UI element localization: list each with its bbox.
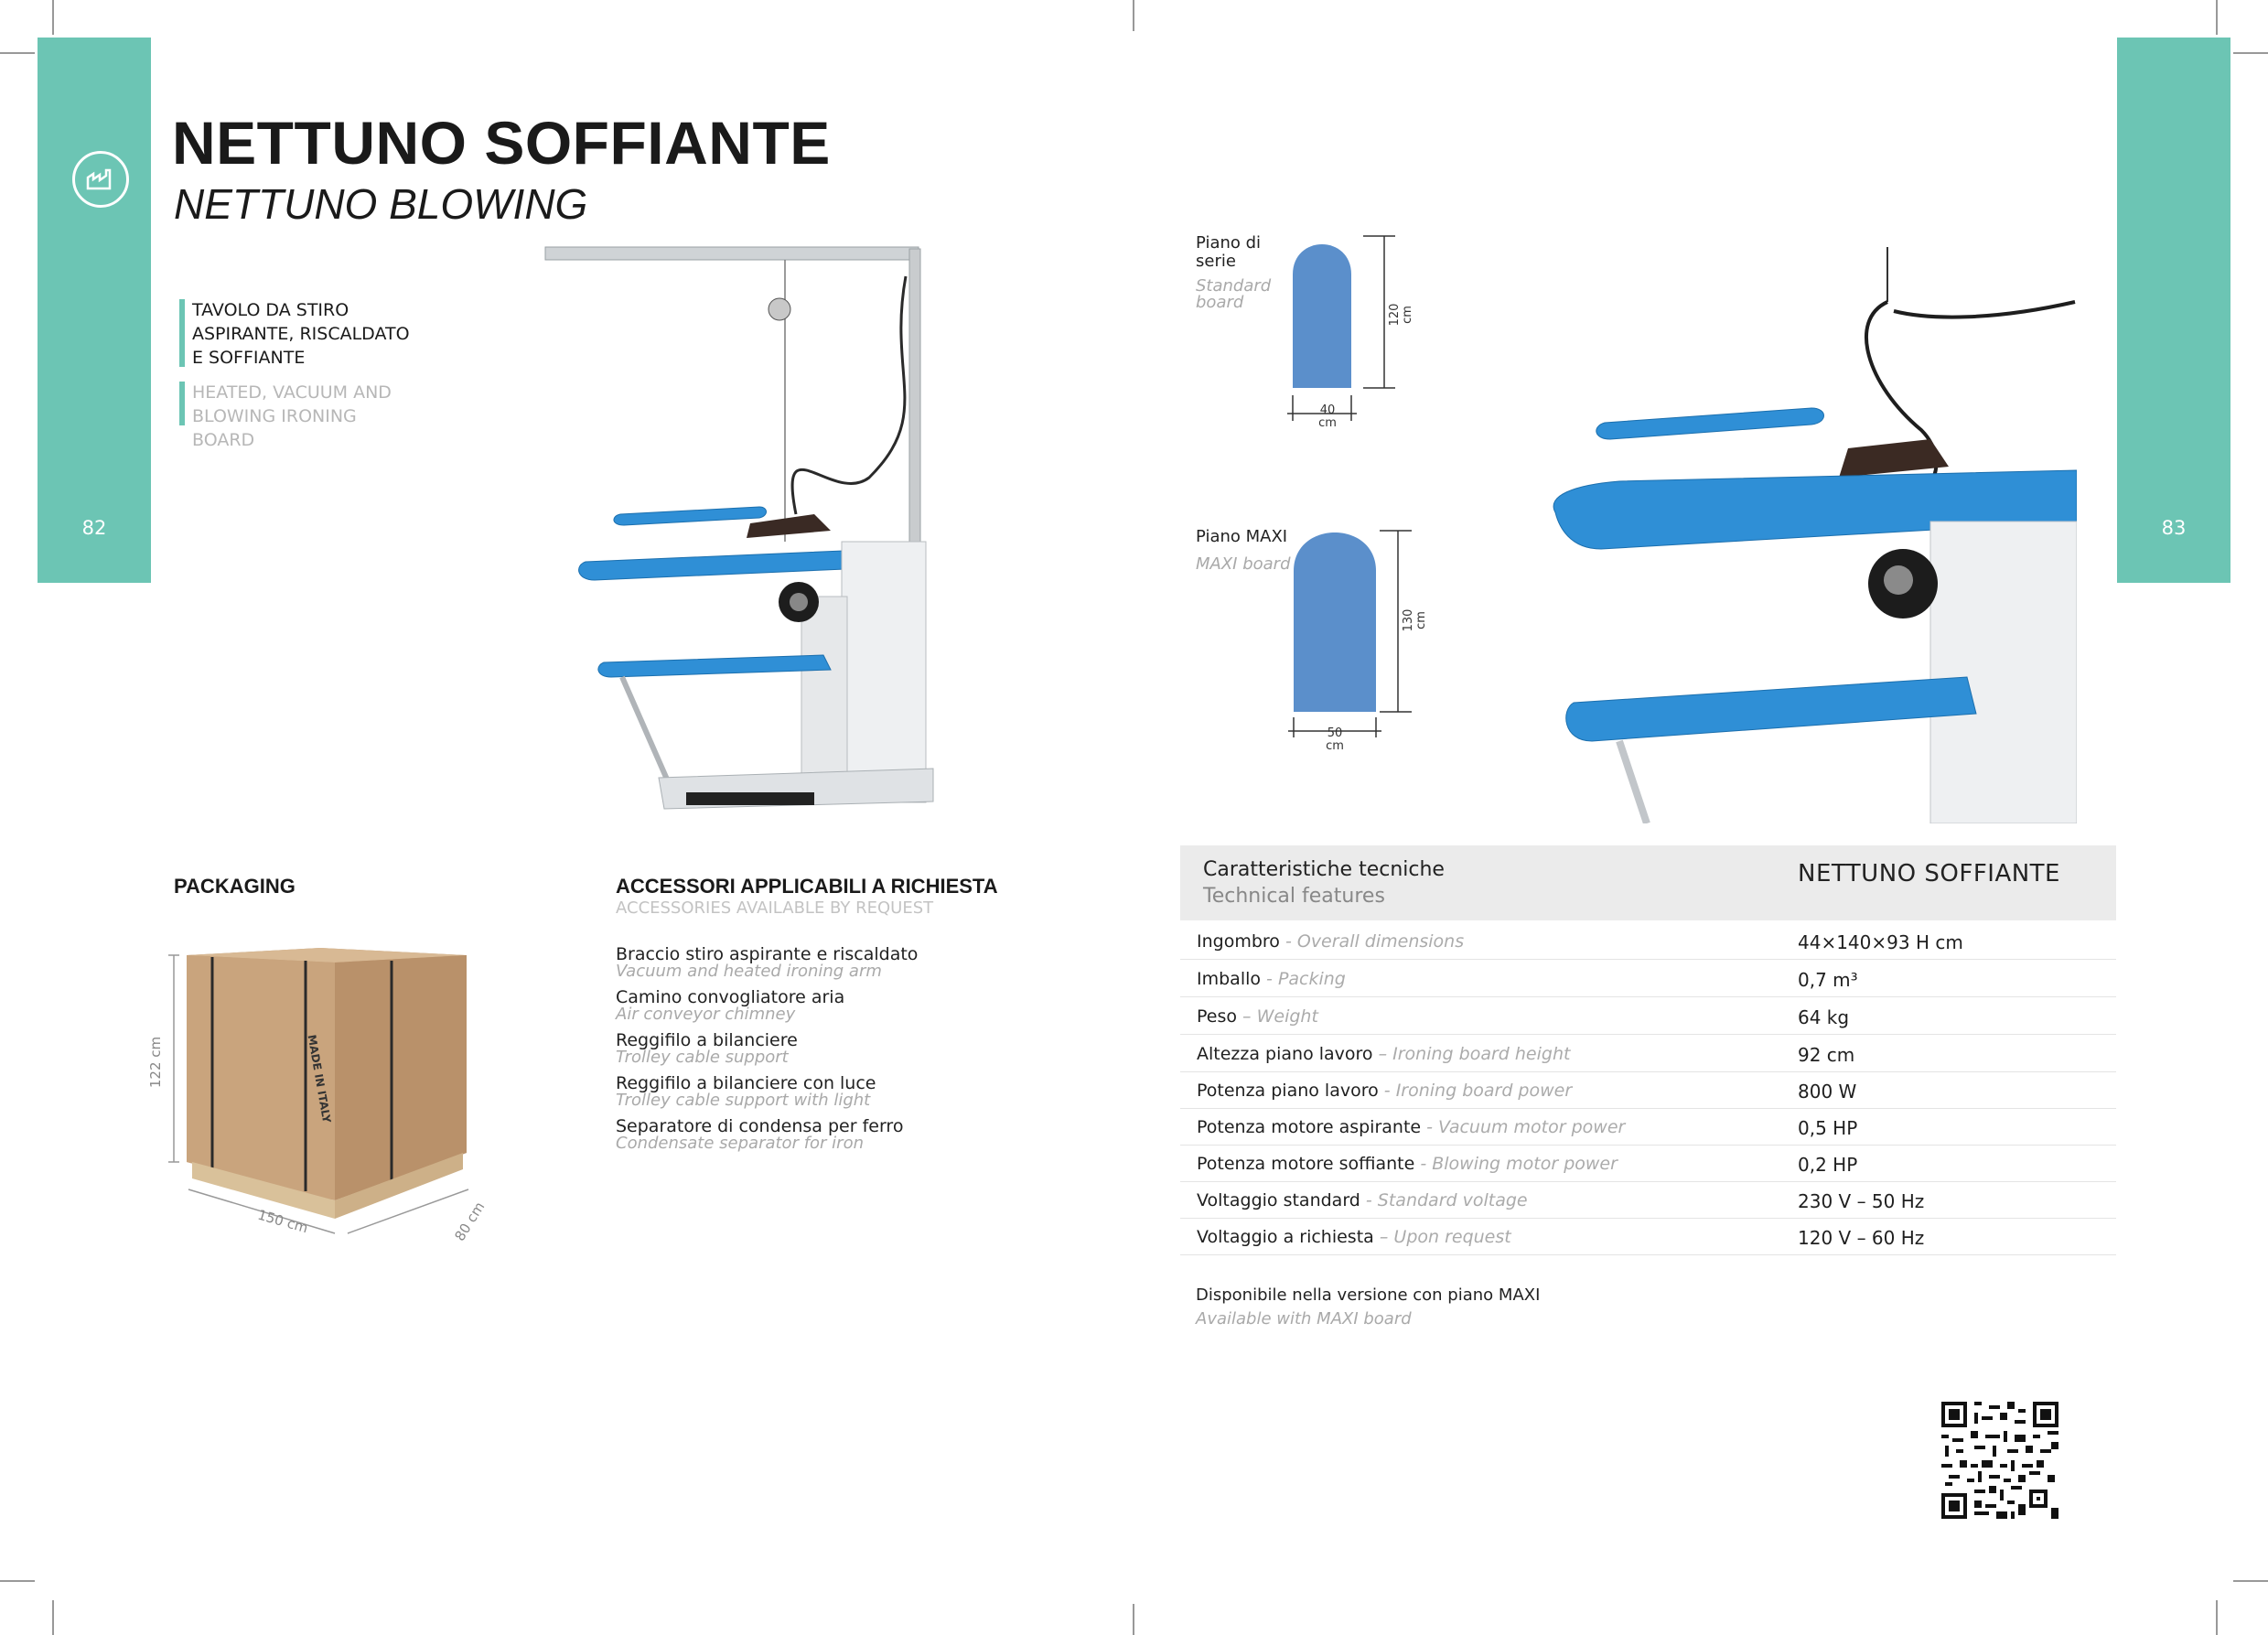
accessory-name: Separatore di condensa per ferro: [616, 1116, 904, 1136]
board-standard-width-value: 40: [1319, 403, 1336, 417]
spec-separator: –: [1372, 1044, 1393, 1064]
spec-label: Potenza motore aspirante: [1197, 1117, 1422, 1137]
spec-label: Potenza motore soffiante: [1197, 1154, 1415, 1174]
spec-value: 800 W: [1798, 1081, 1857, 1103]
crop-mark: [0, 1580, 35, 1582]
spec-value: 64 kg: [1798, 1006, 1850, 1028]
spec-value: 0,7 m³: [1798, 969, 1858, 991]
accessory-name-english: Trolley cable support with light: [616, 1091, 871, 1110]
right-page-tab: [2117, 38, 2230, 583]
spec-separator: -: [1378, 1081, 1396, 1101]
spec-row: [1180, 960, 2116, 997]
spec-row: [1180, 997, 2116, 1035]
spec-label-english: Standard voltage: [1377, 1190, 1528, 1210]
packaging-heading: PACKAGING: [174, 875, 296, 898]
spec-row: [1180, 1181, 2116, 1219]
page-title: NETTUNO SOFFIANTE: [172, 109, 831, 177]
left-page-tab: [38, 38, 151, 583]
accessory-item: [616, 1117, 1000, 1160]
board-maxi-length-unit: cm: [1414, 611, 1428, 629]
spec-row: [1180, 1145, 2116, 1182]
accessory-name-english: Air conveyor chimney: [616, 1005, 796, 1024]
specs-header-italian: Caratteristiche tecniche: [1203, 858, 1445, 881]
factory-icon: [72, 151, 129, 208]
spec-row: [1180, 1218, 2116, 1255]
product-image-main: [540, 240, 942, 818]
spec-label-english: Upon request: [1393, 1227, 1511, 1247]
board-maxi-width-value: 50: [1327, 726, 1343, 740]
spec-value: 0,2 HP: [1798, 1154, 1858, 1176]
board-maxi-label: Piano MAXI: [1196, 527, 1288, 546]
accessories-list: [616, 945, 1000, 1160]
board-standard-width: [1303, 404, 1352, 430]
packaging-height: 122 cm: [147, 1036, 165, 1089]
accessory-name: Braccio stiro aspirante e riscaldato: [616, 944, 919, 964]
spec-value: 44×140×93 H cm: [1798, 931, 1963, 953]
spec-separator: -: [1360, 1190, 1378, 1210]
accessory-name: Camino convogliatore aria: [616, 987, 845, 1007]
spec-label: Imballo: [1197, 969, 1261, 989]
crop-mark: [52, 0, 54, 35]
crop-mark: [2233, 52, 2268, 54]
board-maxi-length: [1403, 597, 1428, 643]
spec-row: [1180, 1035, 2116, 1072]
spec-label-english: Packing: [1277, 969, 1346, 989]
board-maxi-english: MAXI board: [1196, 554, 1291, 574]
spec-label-english: Vacuum motor power: [1438, 1117, 1626, 1137]
note-italian: Disponibile nella versione con piano MAXI: [1196, 1285, 1541, 1305]
spec-label-english: Weight: [1256, 1006, 1318, 1027]
accessory-item: [616, 1031, 1000, 1074]
accessory-item: [616, 988, 1000, 1031]
spec-separator: -: [1279, 931, 1297, 952]
crop-mark: [0, 52, 35, 54]
spec-label: Altezza piano lavoro: [1197, 1044, 1373, 1064]
page-number-right: 83: [2161, 517, 2187, 539]
spec-separator: –: [1237, 1006, 1257, 1027]
spec-separator: -: [1261, 969, 1278, 989]
qr-code[interactable]: [1941, 1402, 2058, 1519]
category-italian: TAVOLO DA STIRO ASPIRANTE, RISCALDATO E SOFFIANTE: [192, 300, 410, 368]
spec-separator: –: [1373, 1227, 1394, 1247]
accessory-name: Reggifilo a bilanciere con luce: [616, 1073, 876, 1093]
box-print: MADE IN ITALY: [305, 1033, 334, 1124]
board-standard-length-unit: cm: [1401, 306, 1414, 324]
crop-mark: [2216, 0, 2218, 35]
spec-separator: -: [1414, 1154, 1433, 1174]
crop-mark: [52, 1600, 54, 1635]
specs-model: NETTUNO SOFFIANTE: [1798, 860, 2060, 887]
accessory-name-english: Vacuum and heated ironing arm: [616, 962, 882, 981]
packaging-width: 150 cm: [255, 1206, 310, 1237]
page-subtitle: NETTUNO BLOWING: [174, 180, 588, 228]
specs-header: [1180, 845, 2116, 920]
board-standard-length-value: 120: [1388, 303, 1402, 327]
spec-label-english: Ironing board height: [1392, 1044, 1571, 1064]
spec-row: [1180, 1071, 2116, 1109]
accessories-subheading: ACCESSORIES AVAILABLE BY REQUEST: [616, 898, 934, 918]
spec-label: Potenza piano lavoro: [1197, 1081, 1379, 1101]
accessory-item: [616, 945, 1000, 988]
crop-mark: [2233, 1580, 2268, 1582]
spec-row: [1180, 922, 2116, 960]
spec-label: Ingombro: [1197, 931, 1280, 952]
accent-bar: [179, 299, 185, 367]
accent-bar: [179, 382, 185, 425]
accessory-item: [616, 1074, 1000, 1117]
board-maxi-diagram: [1288, 525, 1416, 741]
board-standard-length: [1389, 292, 1414, 338]
accessory-name-english: Condensate separator for iron: [616, 1134, 864, 1153]
note-english: Available with MAXI board: [1196, 1309, 1412, 1328]
board-standard-label: Piano di serie: [1196, 233, 1262, 271]
page-number-left: 82: [81, 517, 107, 539]
board-standard-width-unit: cm: [1318, 416, 1337, 430]
spec-row: [1180, 1108, 2116, 1146]
spec-label-english: Ironing board power: [1395, 1081, 1573, 1101]
board-maxi-length-value: 130: [1402, 608, 1415, 632]
crop-mark: [2216, 1600, 2218, 1635]
spec-value: 92 cm: [1798, 1044, 1855, 1066]
accessory-name: Reggifilo a bilanciere: [616, 1030, 798, 1050]
accessories-heading: ACCESSORI APPLICABILI A RICHIESTA: [616, 875, 998, 898]
board-maxi-width: [1310, 727, 1360, 753]
packaging-depth: 80 cm: [451, 1199, 489, 1244]
spec-label-english: Blowing motor power: [1432, 1154, 1618, 1174]
spec-value: 120 V – 60 Hz: [1798, 1227, 1925, 1249]
crop-mark: [1133, 1604, 1134, 1635]
spec-label: Peso: [1197, 1006, 1237, 1027]
product-image-detail: [1537, 247, 2077, 823]
board-standard-diagram: [1285, 231, 1404, 432]
crop-mark: [1133, 0, 1134, 31]
spec-value: 230 V – 50 Hz: [1798, 1190, 1925, 1212]
specs-header-english: Technical features: [1203, 885, 1385, 908]
spec-separator: -: [1421, 1117, 1439, 1137]
accessory-name-english: Trolley cable support: [616, 1048, 789, 1067]
spec-label: Voltaggio standard: [1197, 1190, 1360, 1210]
board-standard-english: Standard board: [1196, 276, 1272, 312]
spec-label: Voltaggio a richiesta: [1197, 1227, 1374, 1247]
spec-value: 0,5 HP: [1798, 1117, 1858, 1139]
category-english: HEATED, VACUUM AND BLOWING IRONING BOARD: [192, 382, 392, 450]
spec-label-english: Overall dimensions: [1296, 931, 1465, 952]
board-maxi-width-unit: cm: [1326, 739, 1344, 753]
